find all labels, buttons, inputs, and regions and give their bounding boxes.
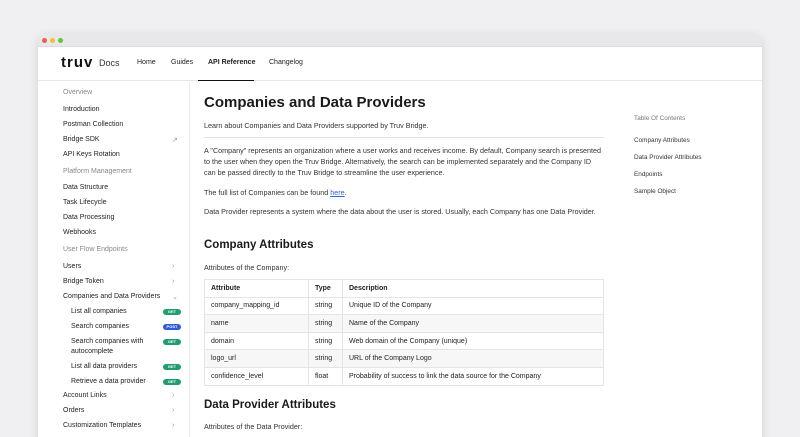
sidebar-item-task-lifecycle[interactable]: Task Lifecycle bbox=[63, 199, 107, 206]
sidebar-subitem-search-companies[interactable]: Search companies bbox=[71, 323, 129, 330]
companies-list-prefix: The full list of Companies can be found bbox=[204, 188, 331, 197]
nav-home[interactable]: Home bbox=[137, 59, 156, 66]
page-title: Companies and Data Providers bbox=[204, 94, 426, 111]
table-header: Attribute bbox=[205, 280, 309, 298]
title-bar bbox=[38, 34, 762, 47]
table-cell: Probability of success to link the data source for the Company bbox=[343, 367, 604, 385]
companies-list-text bbox=[204, 187, 604, 198]
sidebar-item-users[interactable]: Users bbox=[63, 263, 82, 270]
sidebar-item-data-processing[interactable]: Data Processing bbox=[63, 214, 115, 221]
sidebar bbox=[38, 82, 190, 437]
method-badge: GET bbox=[163, 309, 181, 315]
intro-text: Learn about Companies and Data Providers supported by Truv Bridge. bbox=[204, 121, 429, 130]
toc-item-endpoints[interactable]: Endpoints bbox=[634, 171, 663, 178]
sidebar-item-bridge-token[interactable]: Bridge Token bbox=[63, 278, 104, 285]
minimize-window-button[interactable] bbox=[50, 38, 55, 43]
truv-logo[interactable]: truv bbox=[61, 54, 94, 71]
sidebar-item-webhooks[interactable]: Webhooks bbox=[63, 229, 96, 236]
close-window-button[interactable] bbox=[42, 38, 47, 43]
table-row bbox=[205, 315, 604, 333]
active-tab-indicator bbox=[198, 80, 254, 81]
table-header: Type bbox=[309, 280, 343, 298]
method-badge: GET bbox=[163, 339, 181, 345]
table-row bbox=[205, 297, 604, 315]
company-attributes-intro: Attributes of the Company: bbox=[204, 263, 290, 272]
toc-item-company-attributes[interactable]: Company Attributes bbox=[634, 137, 690, 144]
sidebar-subitem-search-autocomplete-line2[interactable]: autocomplete bbox=[71, 348, 114, 355]
top-navigation bbox=[38, 47, 762, 81]
table-cell: string bbox=[309, 315, 343, 333]
chevron-down-icon[interactable]: ⌄ bbox=[172, 294, 178, 301]
docs-label: Docs bbox=[99, 58, 120, 68]
browser-window bbox=[38, 34, 762, 437]
chevron-right-icon[interactable]: › bbox=[172, 422, 175, 429]
chevron-right-icon[interactable]: › bbox=[172, 407, 175, 414]
nav-changelog[interactable]: Changelog bbox=[269, 59, 303, 66]
chevron-right-icon[interactable]: › bbox=[172, 263, 175, 270]
sidebar-item-api-keys[interactable]: API Keys Rotation bbox=[63, 151, 120, 158]
method-badge: GET bbox=[163, 364, 181, 370]
table-row bbox=[205, 332, 604, 350]
toc-title: Table Of Contents bbox=[634, 115, 686, 122]
company-attributes-heading: Company Attributes bbox=[204, 239, 314, 251]
table-cell: confidence_level bbox=[205, 367, 309, 385]
toc-item-sample-object[interactable]: Sample Object bbox=[634, 188, 676, 195]
table-cell: Unique ID of the Company bbox=[343, 297, 604, 315]
provider-description: Data Provider represents a system where the data about the user is stored. Usually, each Company has one Data Provider. bbox=[204, 207, 596, 216]
table-cell: string bbox=[309, 350, 343, 368]
table-cell: company_mapping_id bbox=[205, 297, 309, 315]
method-badge: GET bbox=[163, 379, 181, 385]
table-row bbox=[205, 350, 604, 368]
company-description: A "Company" represents an organization where a user works and receives income. By default, Company search is presented to the user when they open the Truv Bridge. Alternatively, the search can be implemented separately and the Company ID can be passed directly to the Truv Bridge to streamline the user experience. bbox=[204, 146, 602, 177]
company-attributes-table bbox=[204, 279, 604, 386]
sidebar-group-overview: Overview bbox=[63, 89, 93, 96]
table-cell: string bbox=[309, 332, 343, 350]
sidebar-subitem-list-providers[interactable]: List all data providers bbox=[71, 363, 138, 370]
sidebar-item-customization[interactable]: Customization Templates bbox=[63, 422, 142, 429]
chevron-right-icon[interactable]: › bbox=[172, 392, 175, 399]
table-cell: URL of the Company Logo bbox=[343, 350, 604, 368]
provider-attributes-heading: Data Provider Attributes bbox=[204, 399, 336, 411]
table-cell: float bbox=[309, 367, 343, 385]
sidebar-subitem-list-companies[interactable]: List all companies bbox=[71, 308, 127, 315]
divider bbox=[204, 137, 604, 138]
table-cell: name bbox=[205, 315, 309, 333]
chevron-right-icon[interactable]: › bbox=[172, 278, 175, 285]
sidebar-subitem-search-autocomplete[interactable]: Search companies with bbox=[71, 338, 144, 345]
sidebar-item-orders[interactable]: Orders bbox=[63, 407, 85, 414]
maximize-window-button[interactable] bbox=[58, 38, 63, 43]
table-header: Description bbox=[343, 280, 604, 298]
table-header-row bbox=[205, 280, 604, 298]
sidebar-item-data-structure[interactable]: Data Structure bbox=[63, 184, 109, 191]
sidebar-subitem-retrieve-provider[interactable]: Retrieve a data provider bbox=[71, 378, 146, 385]
here-link[interactable]: here bbox=[330, 188, 345, 197]
sidebar-item-bridge-sdk[interactable]: Bridge SDK bbox=[63, 136, 100, 143]
table-cell: Name of the Company bbox=[343, 315, 604, 333]
sidebar-item-companies[interactable]: Companies and Data Providers bbox=[63, 293, 161, 300]
table-cell: logo_url bbox=[205, 350, 309, 368]
sidebar-item-introduction[interactable]: Introduction bbox=[63, 106, 100, 113]
provider-attributes-intro: Attributes of the Data Provider: bbox=[204, 422, 303, 431]
toc-item-provider-attributes[interactable]: Data Provider Attributes bbox=[634, 154, 702, 161]
sidebar-group-platform: Platform Management bbox=[63, 168, 132, 175]
sidebar-group-user-flow: User Flow Endpoints bbox=[63, 246, 128, 253]
table-cell: string bbox=[309, 297, 343, 315]
nav-guides[interactable]: Guides bbox=[171, 59, 194, 66]
table-cell: domain bbox=[205, 332, 309, 350]
external-link-icon: ↗ bbox=[172, 137, 178, 144]
method-badge: POST bbox=[163, 324, 181, 330]
table-row bbox=[205, 367, 604, 385]
table-cell: Web domain of the Company (unique) bbox=[343, 332, 604, 350]
nav-api-reference[interactable]: API Reference bbox=[208, 59, 256, 66]
sidebar-item-postman[interactable]: Postman Collection bbox=[63, 121, 124, 128]
sidebar-item-account-links[interactable]: Account Links bbox=[63, 392, 107, 399]
companies-list-suffix: . bbox=[344, 188, 347, 197]
